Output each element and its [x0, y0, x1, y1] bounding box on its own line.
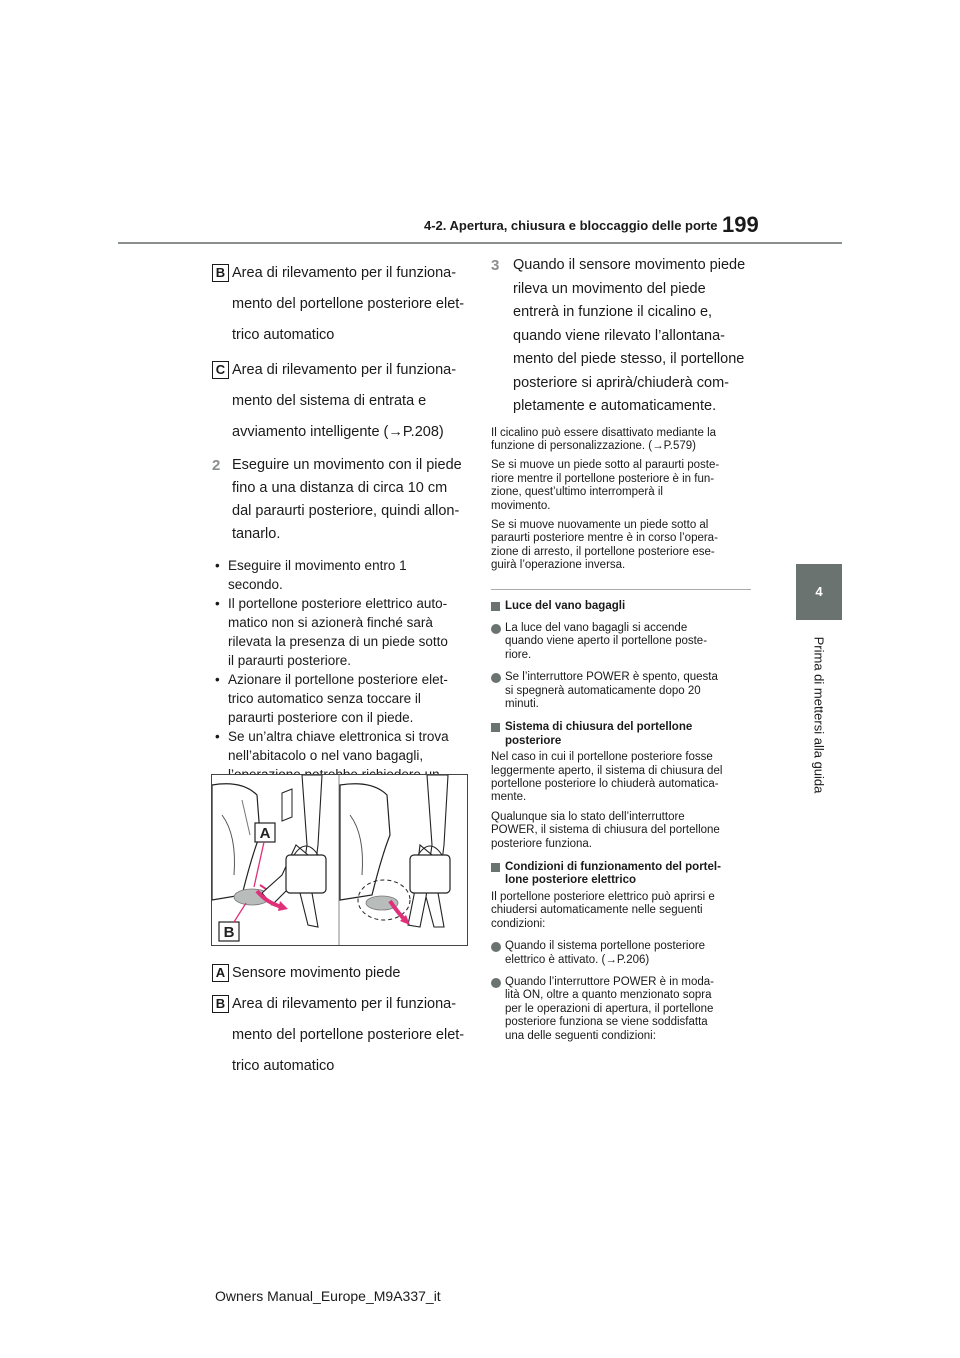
- item-line: per le operazioni di apertura, il portellone: [505, 1002, 714, 1015]
- step-line: dal paraurti posteriore, quindi allon-: [232, 503, 460, 519]
- bullet-line: Il portellone posteriore elettrico auto-: [228, 596, 448, 611]
- chapter-tab: 4: [796, 564, 842, 620]
- circle-item: [491, 940, 751, 967]
- bullet-list: [212, 556, 472, 803]
- heading-line: Luce del vano bagagli: [505, 599, 626, 612]
- item-line: si spegnerà automaticamente dopo 20: [505, 684, 701, 697]
- item-line: Quando l’interruttore POWER è in moda-: [505, 975, 715, 988]
- legend-item-c: [212, 355, 472, 448]
- legend-line: Area di rilevamento per il funziona-: [232, 362, 457, 378]
- bullet-dot: •: [215, 596, 220, 611]
- note-line: funzione di personalizzazione. (→P.579): [491, 439, 696, 452]
- label-box-a: A: [212, 964, 229, 982]
- legend-line: mento del sistema di entrata e: [232, 393, 427, 409]
- para-line: chiudersi automaticamente nelle seguenti: [491, 904, 703, 917]
- label-box-b: B: [212, 264, 229, 282]
- bullet-line: nell’abitacolo o nel vano bagagli,: [228, 748, 424, 763]
- step-line: entrerà in funzione il cicalino e,: [513, 304, 713, 320]
- figure-legend: [212, 958, 472, 1082]
- bullet-item: [212, 670, 472, 727]
- legend-line: Sensore movimento piede: [232, 965, 401, 981]
- bullet-dot: •: [215, 729, 220, 744]
- section-square-icon: [491, 602, 500, 611]
- bullet-line: paraurti posteriore con il piede.: [228, 710, 414, 725]
- legend-line: mento del portellone posteriore elet-: [232, 296, 465, 312]
- step-line: Quando il sensore movimento piede: [513, 257, 746, 273]
- note-paragraph: [491, 459, 751, 513]
- bullet-item: [212, 556, 472, 594]
- bullet-line: trico automatico senza toccare il: [228, 691, 421, 706]
- legend-item-b-2: [212, 989, 472, 1082]
- item-line: posteriore funziona se viene soddisfatta: [505, 1016, 708, 1029]
- figure-label-b: B: [223, 924, 235, 941]
- section-paragraph: [491, 811, 751, 851]
- legend-line: trico automatico: [232, 327, 335, 343]
- section-divider: [491, 589, 751, 590]
- left-column: [212, 258, 472, 803]
- step-3: [491, 254, 751, 419]
- note-line: Il cicalino può essere disattivato mediante la: [491, 426, 717, 439]
- section-heading-conditions: [491, 861, 751, 888]
- circle-bullet-icon: [491, 942, 501, 952]
- note-line: Se si muove nuovamente un piede sotto al: [491, 518, 709, 531]
- heading-line: posteriore: [505, 734, 562, 747]
- item-line: riore.: [505, 648, 532, 661]
- item-line: Se l’interruttore POWER è spento, questa: [505, 671, 718, 684]
- legend-line: Area di rilevamento per il funziona-: [232, 265, 457, 281]
- note-line: paraurti posteriore mentre è in corso l’opera-: [491, 532, 718, 545]
- bullet-line: matico non si azionerà finché sarà: [228, 615, 433, 630]
- para-line: Nel caso in cui il portellone posteriore fosse: [491, 751, 713, 764]
- bullet-dot: •: [215, 672, 220, 687]
- step-line: Eseguire un movimento con il piede: [232, 457, 462, 473]
- step-line: fino a una distanza di circa 10 cm: [232, 480, 448, 496]
- header-divider: [118, 242, 842, 244]
- para-line: Qualunque sia lo stato dell’interruttore: [491, 810, 685, 823]
- footer-doc-id: Owners Manual_Europe_M9A337_it: [215, 1288, 441, 1304]
- heading-line: Condizioni di funzionamento del portel-: [505, 861, 721, 874]
- bullet-dot: •: [215, 558, 220, 573]
- circle-bullet-icon: [491, 978, 501, 988]
- step-line: pletamente e automaticamente.: [513, 398, 717, 414]
- bullet-item: [212, 594, 472, 670]
- bullet-line: il paraurti posteriore.: [228, 653, 352, 668]
- bullet-line: Azionare il portellone posteriore elet-: [228, 672, 448, 687]
- foot-sensor-illustration: [211, 774, 468, 946]
- right-column: [491, 254, 751, 1043]
- heading-line: lone posteriore elettrico: [505, 874, 637, 887]
- para-line: condizioni:: [491, 917, 546, 930]
- para-line: leggermente aperto, il sistema di chiusura del: [491, 764, 723, 777]
- bullet-line: secondo.: [228, 577, 283, 592]
- section-heading-luggage-light: [491, 600, 751, 613]
- note-paragraph: [491, 519, 751, 573]
- step-number: 2: [212, 457, 221, 474]
- note-line: movimento.: [491, 499, 551, 512]
- para-line: POWER, il sistema di chiusura del portellone: [491, 824, 720, 837]
- note-paragraph: [491, 427, 751, 454]
- bullet-line: Eseguire il movimento entro 1: [228, 558, 407, 573]
- bullet-line: Se un’altra chiave elettronica si trova: [228, 729, 449, 744]
- para-line: mente.: [491, 791, 527, 804]
- step-2: [212, 454, 472, 546]
- step-line: rileva un movimento del piede: [513, 280, 706, 297]
- para-line: Il portellone posteriore elettrico può aprirsi e: [491, 890, 715, 903]
- note-line: zione, quest’ultimo interromperà il: [491, 486, 663, 499]
- note-line: Se si muove un piede sotto al paraurti poste-: [491, 459, 720, 472]
- section-paragraph: [491, 751, 751, 805]
- item-line: minuti.: [505, 698, 539, 710]
- legend-line: avviamento intelligente (→P.208): [232, 424, 444, 440]
- note-line: guirà l’operazione inversa.: [491, 559, 626, 572]
- circle-bullet-icon: [491, 624, 501, 634]
- section-square-icon: [491, 723, 500, 732]
- section-heading-closing-system: [491, 721, 751, 748]
- legend-line: mento del portellone posteriore elet-: [232, 1027, 465, 1043]
- step-number: 3: [491, 257, 500, 274]
- label-box-c: C: [212, 361, 229, 379]
- circle-bullet-icon: [491, 673, 501, 683]
- legend-item-a: [212, 958, 472, 989]
- illustration-svg: [212, 775, 467, 945]
- legend-line: Area di rilevamento per il funziona-: [232, 996, 457, 1012]
- step-line: mento del piede stesso, il portellone: [513, 351, 745, 367]
- step-line: posteriore si aprirà/chiuderà com-: [513, 374, 729, 391]
- para-line: portellone posteriore lo chiuderà automatica-: [491, 778, 719, 791]
- chapter-label: Prima di mettersi alla guida: [811, 636, 827, 794]
- item-line: quando viene aperto il portellone poste-: [505, 635, 708, 648]
- circle-item: [491, 671, 751, 711]
- page-number: 199: [722, 212, 759, 237]
- circle-item: [491, 976, 751, 1043]
- section-paragraph: [491, 891, 751, 931]
- section-square-icon: [491, 863, 500, 872]
- item-line: lità ON, oltre a quanto menzionato sopra: [505, 989, 712, 1002]
- section-title: 4-2. Apertura, chiusura e bloccaggio delle porte: [424, 218, 718, 233]
- figure-label-a: A: [259, 825, 271, 842]
- item-line: Quando il sistema portellone posteriore: [505, 940, 706, 953]
- step-line: tanarlo.: [232, 526, 281, 542]
- legend-line: trico automatico: [232, 1058, 335, 1074]
- item-line: La luce del vano bagagli si accende: [505, 621, 688, 634]
- note-line: riore mentre il portellone posteriore è in fun-: [491, 472, 715, 485]
- heading-line: Sistema di chiusura del portellone: [505, 721, 693, 734]
- circle-item: [491, 622, 751, 662]
- step-line: quando viene rilevato l’allontana-: [513, 327, 726, 344]
- para-line: posteriore funziona.: [491, 837, 593, 850]
- legend-item-b: [212, 258, 472, 351]
- note-line: zione di arresto, il portellone posteriore ese-: [491, 545, 715, 558]
- bullet-line: rilevata la presenza di un piede sotto: [228, 634, 448, 649]
- item-line: elettrico è attivato. (→P.206): [505, 953, 650, 966]
- label-box-b: B: [212, 995, 229, 1013]
- item-line: una delle seguenti condizioni:: [505, 1029, 656, 1042]
